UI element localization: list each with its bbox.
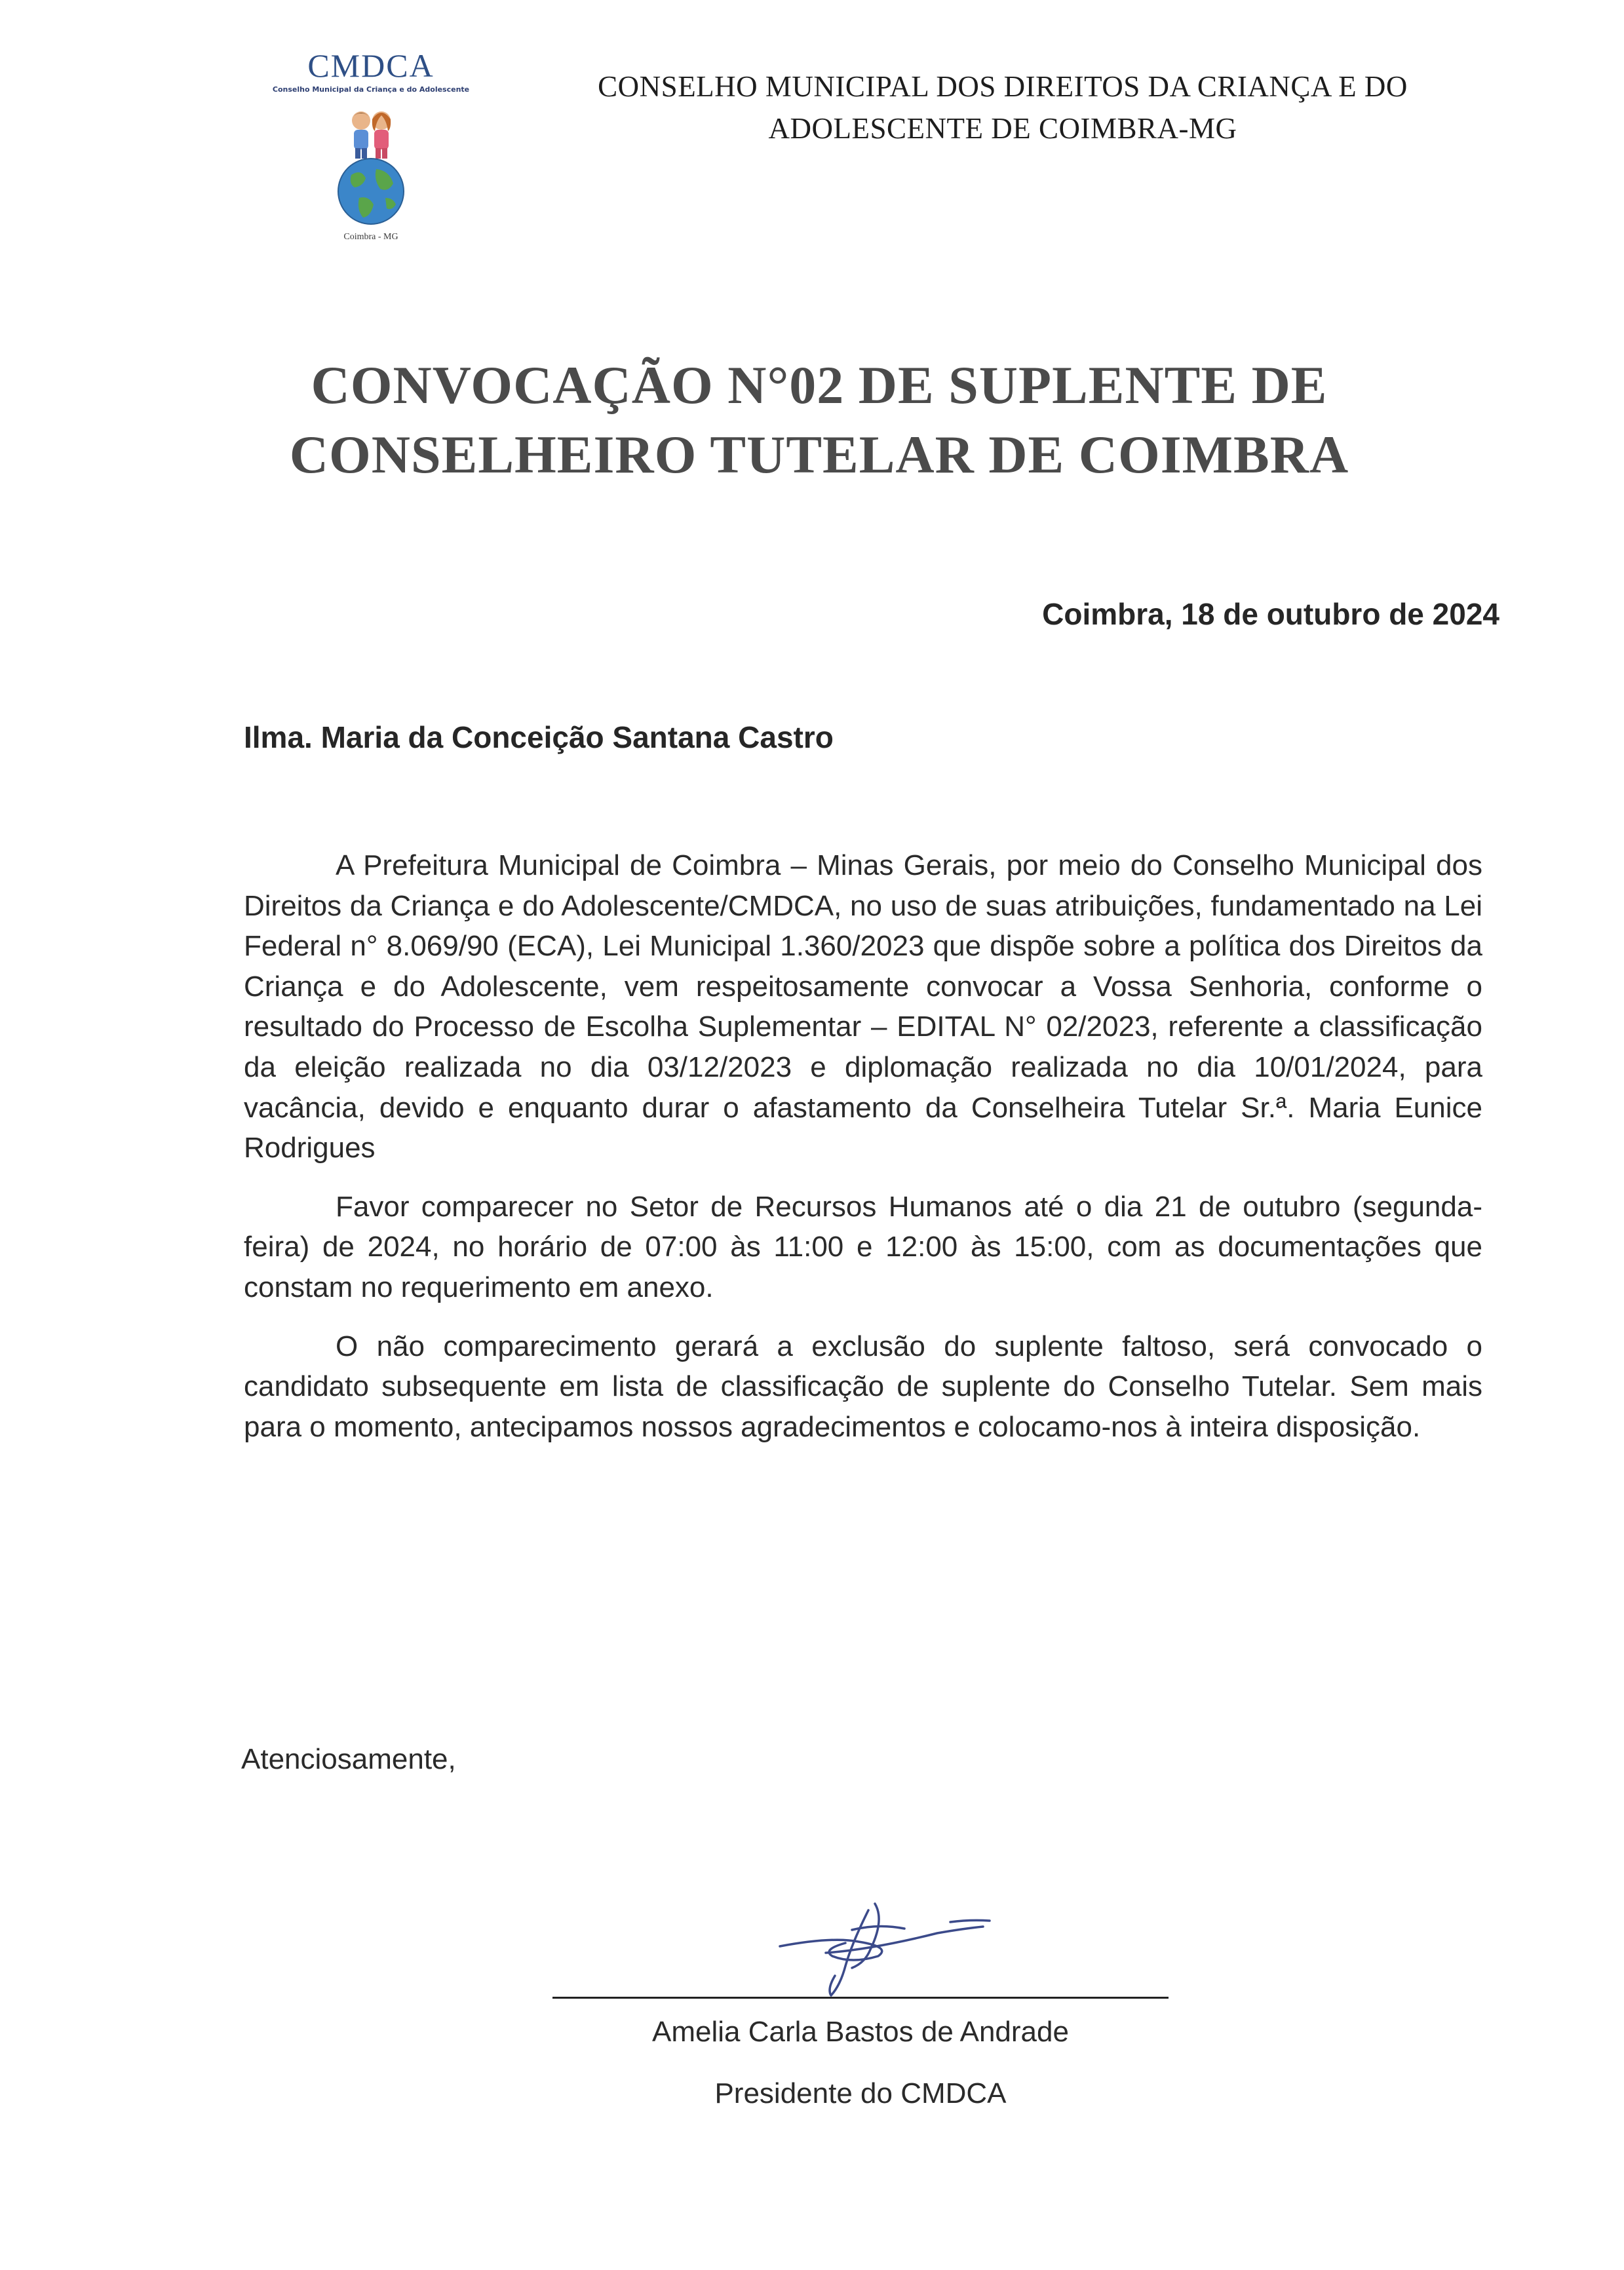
signer-role: Presidente do CMDCA	[714, 2077, 1007, 2109]
cmdca-logo	[240, 46, 502, 249]
handwritten-signature	[754, 1891, 1029, 2002]
closing: Atenciosamente,	[241, 1743, 456, 1775]
title-line2: CONSELHEIRO TUTELAR DE COIMBRA	[289, 425, 1349, 484]
document-date: Coimbra, 18 de outubro de 2024	[1042, 597, 1499, 631]
signer-name: Amelia Carla Bastos de Andrade	[652, 2016, 1069, 2048]
letter-body	[244, 845, 1482, 1465]
logo-acronym: CMDCA	[307, 47, 435, 84]
body-paragraph-2: Favor comparecer no Setor de Recursos Humanos até o dia 21 de outubro (segunda-feira) de 2024, no horário de 07:00 às 11:00 e 12:00 às 15:00, com as documentações que constam no requerimento em anexo.	[244, 1190, 1482, 1303]
signature-line	[552, 1997, 1169, 1999]
logo-city: Coimbra - MG	[343, 232, 398, 242]
council-name-line2: ADOLESCENTE DE COIMBRA-MG	[768, 112, 1237, 145]
title-line1: CONVOCAÇÃO N°02 DE SUPLENTE DE	[311, 355, 1328, 415]
document-title	[197, 351, 1442, 490]
body-paragraph-3: O não comparecimento gerará a exclusão do suplente faltoso, será convocado o candidato subsequente em lista de classificação de suplente do Conselho Tutelar. Sem mais para o momento, antecipamos nossos agradecimentos e colocamo-nos à inteira disposição.	[244, 1330, 1482, 1443]
council-name-line1: CONSELHO MUNICIPAL DOS DIREITOS DA CRIANÇA E DO	[598, 70, 1408, 103]
globe-children-icon	[325, 106, 417, 227]
addressee: Ilma. Maria da Conceição Santana Castro	[244, 720, 834, 754]
council-header	[537, 66, 1468, 149]
body-paragraph-1: A Prefeitura Municipal de Coimbra – Minas Gerais, por meio do Conselho Municipal dos Direitos da Criança e do Adolescente/CMDCA, no uso de suas atribuições, fundamentado na Lei Federal n° 8.069/90 (ECA), Lei Municipal 1.360/2023 que dispõe sobre a política dos Direitos da Criança e do Adolescente, vem respeitosamente convocar a Vossa Senhoria, conforme o resultado do Processo de Escolha Suplementar – EDITAL N° 02/2023, referente a classificação da eleição realizada no dia 03/12/2023 e diplomação realizada no dia 10/01/2024, para vacância, devido e enquanto durar o afastamento da Conselheira Tutelar Sr.ª. Maria Eunice Rodrigues	[244, 849, 1482, 1164]
logo-full-name: Conselho Municipal da Criança e do Adolescente	[272, 85, 470, 94]
